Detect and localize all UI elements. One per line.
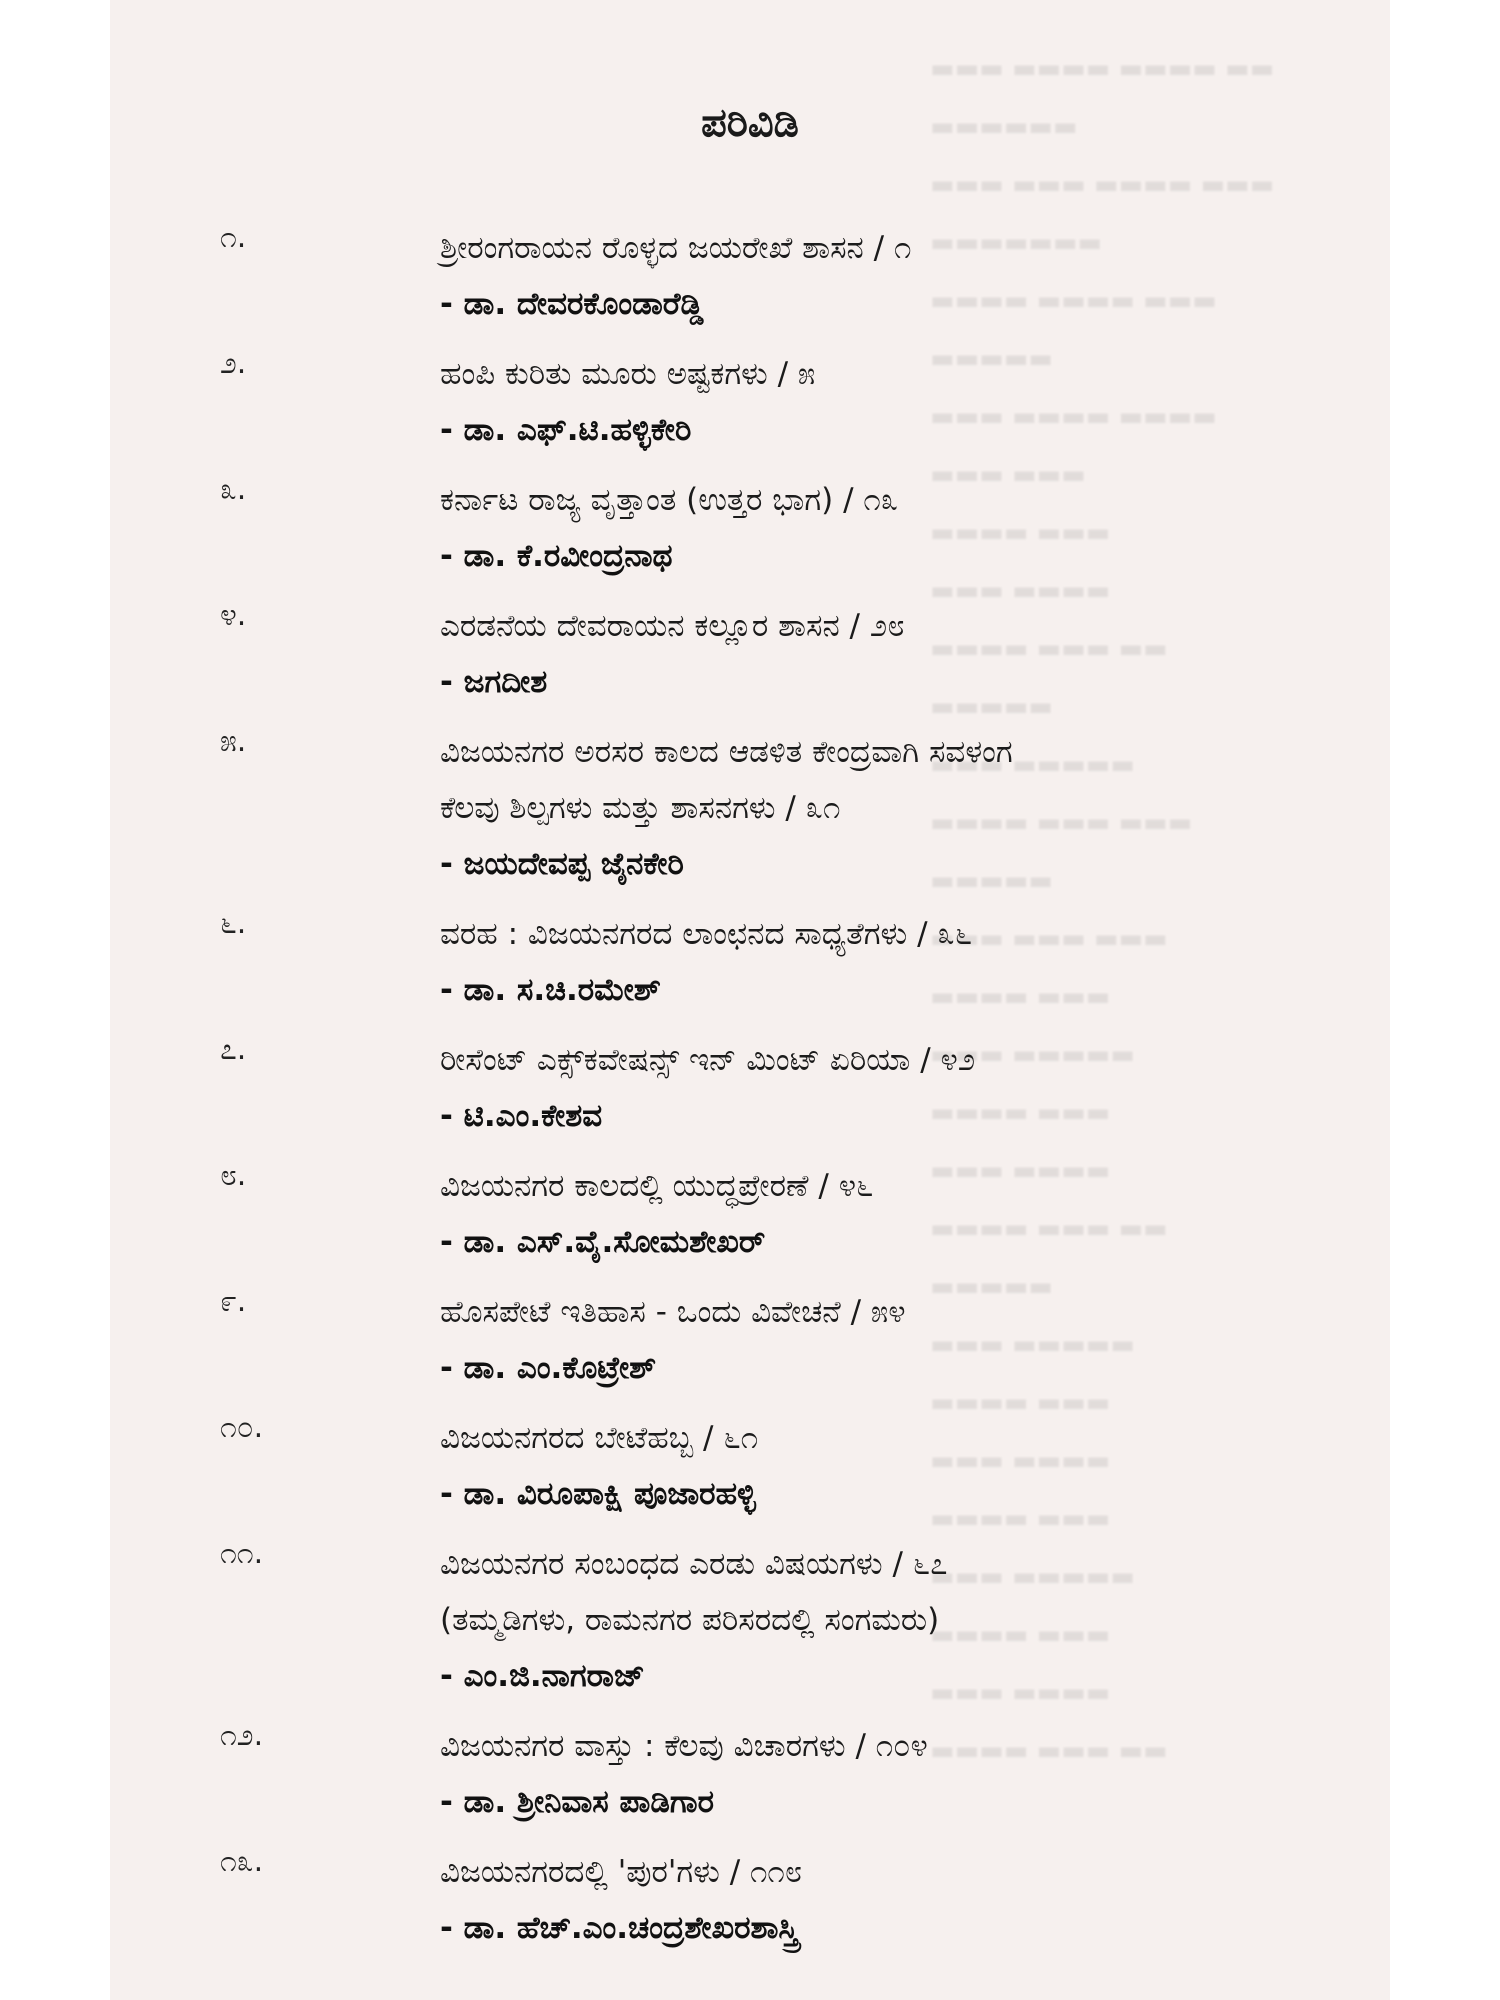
page-title: ಪರಿವಿಡಿ — [701, 100, 799, 146]
entry-number: ೧೨. — [220, 1718, 264, 1753]
entry-title: ಹೊಸಪೇಟೆ ಇತಿಹಾಸ - ಒಂದು ವಿವೇಚನೆ / ೫೪ — [440, 1294, 906, 1330]
entry-title: ಎರಡನೆಯ ದೇವರಾಯನ ಕಲ್ಲೂರ ಶಾಸನ / ೨೮ — [440, 608, 905, 644]
table-of-contents — [220, 220, 1270, 1970]
toc-entry-5 — [220, 724, 1270, 892]
entry-number: ೨. — [220, 346, 247, 381]
entry-author: - ಡಾ. ಹೆಚ್.ಎಂ.ಚಂದ್ರಶೇಖರಶಾಸ್ತ್ರಿ — [440, 1910, 799, 1946]
entry-title: ವಿಜಯನಗರದ ಬೇಟೆಹಬ್ಬ / ೬೧ — [440, 1420, 759, 1456]
entry-number: ೧. — [220, 220, 247, 255]
entry-author: - ಡಾ. ಎಸ್.ವೈ.ಸೋಮಶೇಖರ್ — [440, 1224, 766, 1260]
entry-title: ವಿಜಯನಗರ ಸಂಬಂಧದ ಎರಡು ವಿಷಯಗಳು / ೬೭ — [440, 1546, 948, 1582]
book-page — [110, 0, 1390, 2000]
entry-number: ೩. — [220, 472, 247, 507]
toc-entry-12 — [220, 1718, 1270, 1830]
entry-author: - ಎಂ.ಜಿ.ನಾಗರಾಜ್ — [440, 1658, 645, 1694]
entry-author: - ಟಿ.ಎಂ.ಕೇಶವ — [440, 1098, 603, 1134]
entry-author: - ಜಗದೀಶ — [440, 664, 548, 700]
entry-title: ರೀಸೆಂಟ್ ಎಕ್ಸ್‌ಕವೇಷನ್ಸ್ ಇನ್ ಮಿಂಟ್ ಏರಿಯಾ / ೪೨ — [440, 1042, 976, 1078]
toc-entry-4 — [220, 598, 1270, 710]
toc-entry-10 — [220, 1410, 1270, 1522]
toc-entry-7 — [220, 1032, 1270, 1144]
entry-title-continued: (ತಮ್ಮಡಿಗಳು, ರಾಮನಗರ ಪರಿಸರದಲ್ಲಿ ಸಂಗಮರು) — [440, 1602, 940, 1638]
entry-number: ೫. — [220, 724, 247, 759]
toc-entry-13 — [220, 1844, 1270, 1956]
toc-entry-9 — [220, 1284, 1270, 1396]
entry-title: ವರಹ : ವಿಜಯನಗರದ ಲಾಂಛನದ ಸಾಧ್ಯತೆಗಳು / ೩೬ — [440, 916, 973, 952]
entry-title: ವಿಜಯನಗರದಲ್ಲಿ 'ಪುರ'ಗಳು / ೧೧೮ — [440, 1854, 803, 1890]
entry-author: - ಡಾ. ಎಂ.ಕೊಟ್ರೇಶ್ — [440, 1350, 657, 1386]
entry-author: - ಡಾ. ದೇವರಕೊಂಡಾರೆಡ್ಡಿ — [440, 286, 704, 322]
entry-number: ೧೩. — [220, 1844, 264, 1879]
entry-number: ೪. — [220, 598, 247, 633]
entry-author: - ಡಾ. ಶ್ರೀನಿವಾಸ ಪಾಡಿಗಾರ — [440, 1784, 714, 1820]
toc-entry-1 — [220, 220, 1270, 332]
toc-entry-2 — [220, 346, 1270, 458]
entry-number: ೭. — [220, 1032, 247, 1067]
entry-title: ಕರ್ನಾಟ ರಾಜ್ಯ ವೃತ್ತಾಂತ (ಉತ್ತರ ಭಾಗ) / ೧೩ — [440, 482, 899, 518]
entry-number: ೧೧. — [220, 1536, 264, 1571]
toc-entry-8 — [220, 1158, 1270, 1270]
bleed-through-text: ▬▬▬ ▬▬▬▬ ▬▬▬▬ ▬▬ ▬▬▬▬▬▬ ▬▬▬ ▬▬▬ ▬▬▬▬ ▬▬▬ ▬▬▬▬▬▬▬ ▬▬▬▬ ▬▬▬▬ ▬▬▬ ▬▬▬▬▬ ▬▬▬ ▬▬▬▬ ▬▬▬▬ ▬▬▬ ▬▬▬ ▬▬▬▬ ▬▬▬ ▬▬▬ ▬▬▬▬ ▬▬▬▬ ▬▬▬ ▬▬ ▬▬▬▬▬ ▬▬▬ ▬▬▬▬▬ ▬▬▬▬ ▬▬▬ ▬▬▬ ▬▬▬▬▬ ▬▬▬ ▬▬▬ ▬▬▬ ▬▬▬▬ ▬▬▬ ▬▬▬ ▬▬▬▬▬ ▬▬▬▬ ▬▬▬ ▬▬▬ ▬▬▬▬ ▬▬▬▬ ▬▬▬ ▬▬ ▬▬▬▬▬ ▬▬▬ ▬▬▬▬▬ ▬▬▬▬ ▬▬▬ ▬▬▬ ▬▬▬▬ ▬▬▬▬ ▬▬▬ ▬▬▬ ▬▬▬▬▬ ▬▬▬▬ ▬▬▬ ▬▬▬ ▬▬▬▬ ▬▬▬▬ ▬▬▬ ▬▬ — [930, 54, 1275, 1766]
entry-title: ವಿಜಯನಗರ ಕಾಲದಲ್ಲಿ ಯುದ್ಧಪ್ರೇರಣೆ / ೪೬ — [440, 1168, 874, 1204]
entry-author: - ಡಾ. ಸ.ಚಿ.ರಮೇಶ್ — [440, 972, 661, 1008]
entry-author: - ಡಾ. ವಿರೂಪಾಕ್ಷಿ ಪೂಜಾರಹಳ್ಳಿ — [440, 1476, 756, 1512]
entry-title: ವಿಜಯನಗರ ವಾಸ್ತು : ಕೆಲವು ವಿಚಾರಗಳು / ೧೦೪ — [440, 1728, 928, 1764]
entry-author: - ಡಾ. ಕೆ.ರವೀಂದ್ರನಾಥ — [440, 538, 673, 574]
toc-entry-6 — [220, 906, 1270, 1018]
entry-number: ೮. — [220, 1158, 247, 1193]
entry-title: ಶ್ರೀರಂಗರಾಯನ ರೊಳ್ಳದ ಜಯರೇಖೆ ಶಾಸನ / ೧ — [440, 230, 912, 266]
entry-author: - ಡಾ. ಎಫ್.ಟಿ.ಹಳ್ಳಿಕೇರಿ — [440, 412, 692, 448]
toc-entry-3 — [220, 472, 1270, 584]
entry-number: ೬. — [220, 906, 247, 941]
entry-author: - ಜಯದೇವಪ್ಪ ಜೈನಕೇರಿ — [440, 846, 684, 882]
entry-title: ವಿಜಯನಗರ ಅರಸರ ಕಾಲದ ಆಡಳಿತ ಕೇಂದ್ರವಾಗಿ ಸವಳಂಗ — [440, 734, 1013, 770]
entry-number: ೧೦. — [220, 1410, 264, 1445]
entry-number: ೯. — [220, 1284, 247, 1319]
toc-entry-11 — [220, 1536, 1270, 1704]
entry-title: ಹಂಪಿ ಕುರಿತು ಮೂರು ಅಷ್ಟಕಗಳು / ೫ — [440, 356, 816, 392]
entry-title-continued: ಕೆಲವು ಶಿಲ್ಪಗಳು ಮತ್ತು ಶಾಸನಗಳು / ೩೧ — [440, 790, 841, 826]
